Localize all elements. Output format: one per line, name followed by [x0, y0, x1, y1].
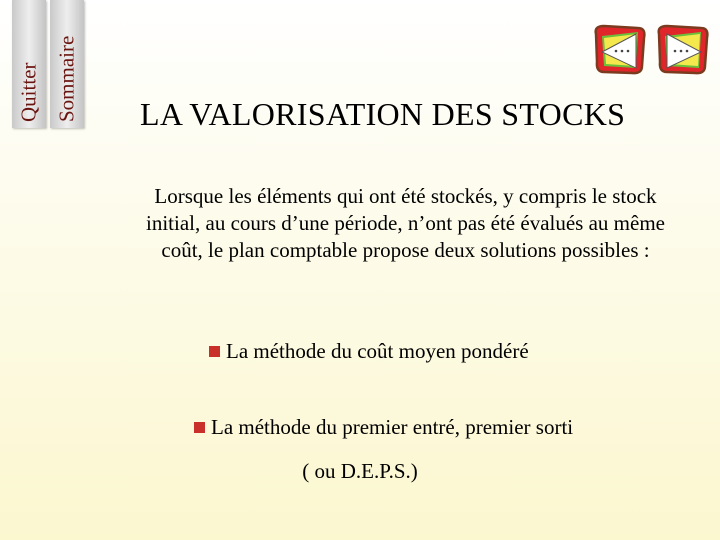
- bullet-item: [209, 339, 529, 364]
- summary-button[interactable]: [50, 0, 84, 128]
- arrow-right-icon: [655, 22, 711, 78]
- bullet-square-icon: [194, 422, 205, 433]
- previous-slide-button[interactable]: [592, 22, 648, 78]
- method-note: ( ou D.E.P.S.): [302, 459, 418, 483]
- quit-button[interactable]: [12, 0, 46, 128]
- quit-label[interactable]: Quitter: [16, 62, 41, 122]
- bullet-text: La méthode du coût moyen pondéré: [226, 339, 529, 363]
- slide-title: LA VALORISATION DES STOCKS: [140, 96, 626, 132]
- bullet-text: La méthode du premier entré, premier sorti: [211, 415, 574, 439]
- summary-label[interactable]: Sommaire: [54, 35, 79, 122]
- intro-paragraph: Lorsque les éléments qui ont été stockés, y compris le stock initial, au cours d’une période, n’ont pas été évalués au même coût, le plan comptable propose deux solutions possibles :: [146, 184, 665, 262]
- next-slide-button[interactable]: [655, 22, 711, 78]
- arrow-left-icon: [592, 22, 648, 78]
- bullet-square-icon: [209, 346, 220, 357]
- bullet-item: [194, 415, 573, 440]
